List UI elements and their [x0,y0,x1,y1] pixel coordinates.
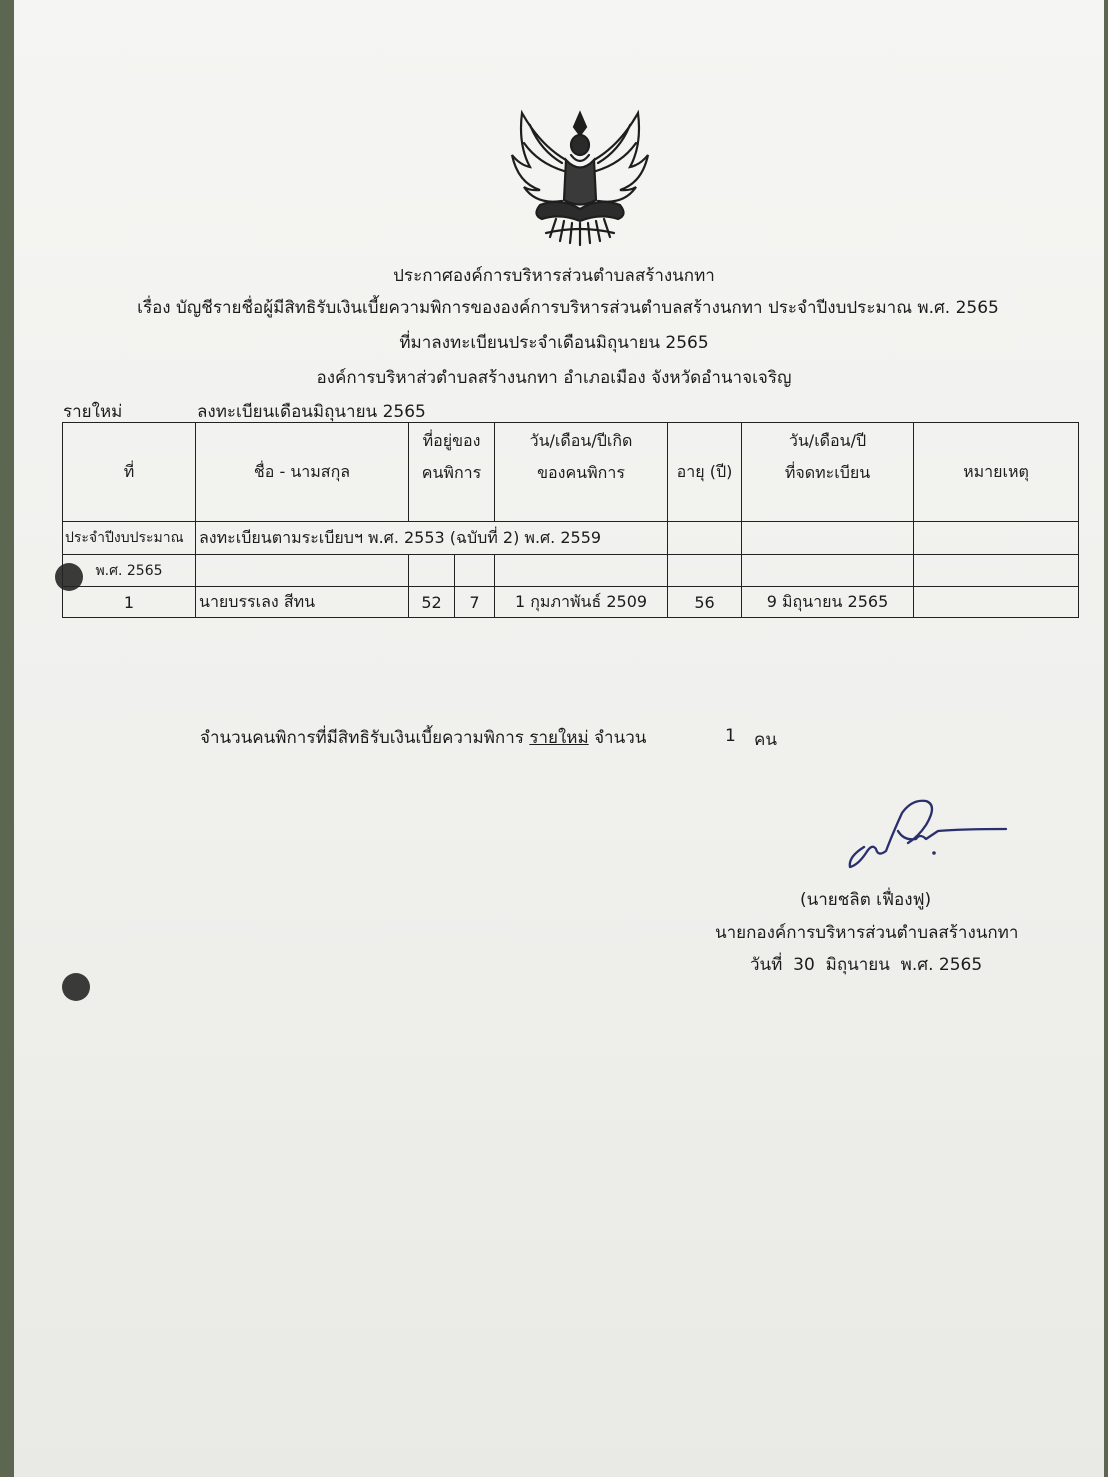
registration-month-line: ที่มาลงทะเบียนประจำเดือนมิถุนายน 2565 [399,333,709,353]
summary-text: จำนวนคนพิการที่มีสิทธิรับเงินเบี้ยความพิการ [200,728,524,748]
garuda-emblem-icon [500,105,660,250]
header-no: ที่ [63,423,196,522]
summary-unit: คน [754,730,777,750]
row-house-no: 52 [409,587,455,618]
header-name: ชื่อ - นามสกุล [196,423,409,522]
signer-position: นายกองค์การบริหารส่วนตำบลสร้างนกทา [715,923,1019,943]
punch-hole [62,973,90,1001]
row-name: นายบรรเลง สีทน [196,587,409,618]
fiscal-year-row [63,555,1079,587]
row-dob: 1 กุมภาพันธ์ 2509 [495,587,668,618]
row-remark [914,587,1079,618]
row-no: 1 [63,587,196,618]
registry-table [62,422,1079,618]
table-header-row [63,423,1079,522]
fiscal-year: พ.ศ. 2565 [63,555,196,587]
header-dob-line1: วัน/เดือน/ปีเกิด [529,431,633,450]
empty-cell [668,555,742,587]
header-address-line2: คนพิการ [421,463,482,482]
signer-name: (นายชลิต เฟื่องฟู) [800,890,932,910]
row-village: 7 [455,587,495,618]
header-dob-line2: ของคนพิการ [537,463,625,482]
empty-cell [668,522,742,555]
empty-cell [914,522,1079,555]
empty-cell [495,555,668,587]
signature-date: วันที่ 30 มิถุนายน พ.ศ. 2565 [750,955,983,975]
fiscal-row [63,522,1079,555]
summary-count: 1 [725,726,736,746]
header-registered [742,423,914,522]
header-address [409,423,495,522]
empty-cell [455,555,495,587]
empty-cell [914,555,1079,587]
header-age: อายุ (ปี) [668,423,742,522]
header-registered-line2: ที่จดทะเบียน [784,463,871,482]
row-registered: 9 มิถุนายน 2565 [742,587,914,618]
regulation-text: ลงทะเบียนตามระเบียบฯ พ.ศ. 2553 (ฉบับที่ 2) พ.ศ. 2559 [196,522,668,555]
empty-cell [409,555,455,587]
summary-line [200,724,646,751]
header-dob [495,423,668,522]
announcement-title: ประกาศองค์การบริหารส่วนตำบลสร้างนกทา [393,266,715,286]
summary-count-label: จำนวน [594,728,647,748]
header-address-line1: ที่อยู่ของ [422,431,481,450]
section-month: ลงทะเบียนเดือนมิถุนายน 2565 [197,402,426,422]
empty-cell [742,522,914,555]
empty-cell [742,555,914,587]
table-row [63,587,1079,618]
fiscal-label: ประจำปีงบประมาณ [63,522,196,555]
row-age: 56 [668,587,742,618]
empty-cell [196,555,409,587]
header-registered-line1: วัน/เดือน/ปี [788,431,867,450]
header-remark: หมายเหตุ [914,423,1079,522]
subject-line: เรื่อง บัญชีรายชื่อผู้มีสิทธิรับเงินเบี้ยความพิการขององค์การบริหารส่วนตำบลสร้างนกทา ประจำปีงบประมาณ พ.ศ. 2565 [137,298,999,318]
summary-new-label: รายใหม่ [529,728,589,748]
organization-line: องค์การบริหาส่วตำบลสร้างนกทา อำเภอเมือง จังหวัดอำนาจเจริญ [316,368,792,388]
handwritten-signature [842,795,1012,875]
section-label: รายใหม่ [63,402,123,422]
